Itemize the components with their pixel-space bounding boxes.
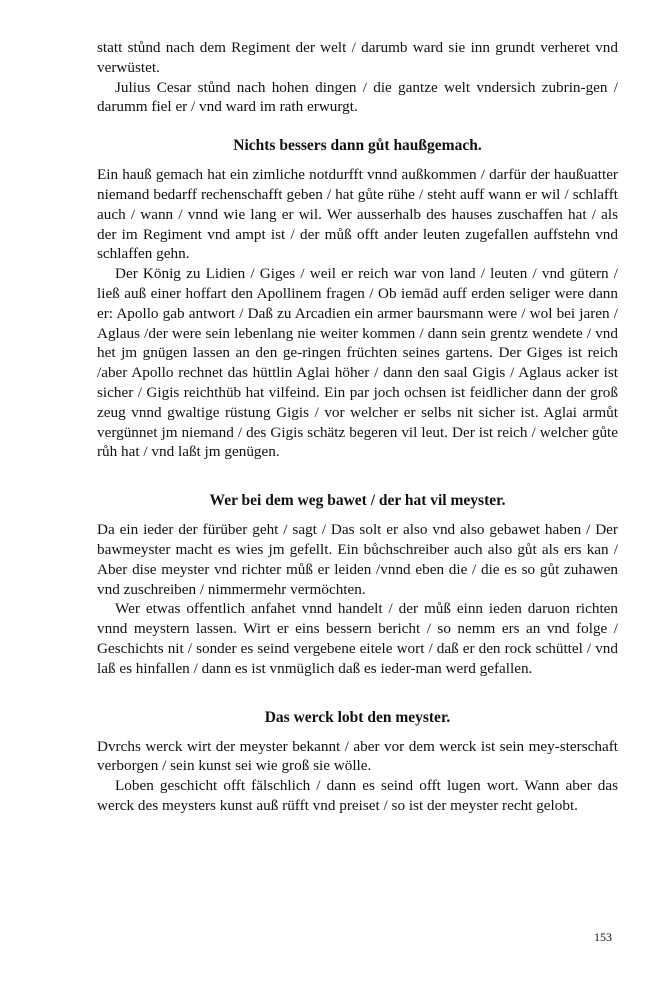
section-heading: Das werck lobt den meyster. <box>264 708 451 726</box>
paragraph: Der König zu Lidien / Giges / weil er reich war von land / leuten / vnd gütern / ließ auß einer hoffart den Apollinem fragen / Ob iemād auff erden seliger were dann er: Apollo gab antwort / Daß zu Arcadien ein armer baursmann were / wol bei jaren / Aglaus /der were sein lebenlang nie weiter kommen / dann sein grentz wendete / vnd het jm gnügen lassen an den ge-ringen früchten seines gartens. Der Giges ist reich /aber Apollo rechnet das hüttlin Aglai höher / dann den saal Gigis / Aglaus acker ist sicher / Gigis reichthüb hat vilfeind. Ein par joch ochsen ist feidlicher dann der groß zeug vnnd gwaltige rüstung Gigis / vor welcher er selbs nit sicher ist. Aglai armůt vergünnet jm niemand / des Gigis schätz begeren vil leut. Der ist reich / welcher gůte růh hat / vnd laßt jm genügen. <box>97 265 618 461</box>
paragraph: Loben geschicht offt fälschlich / dann es seind offt lugen wort. Wann aber das werck des meysters kunst auß rüfft vnd preiset / so ist der meyster recht gelobt. <box>97 777 618 814</box>
section-heading: Wer bei dem weg bawet / der hat vil meyster. <box>209 492 506 510</box>
paragraph: Da ein ieder der fürüber geht / sagt / Das solt er also vnd also gebawet haben / Der bawmeyster macht es wies jm gefellt. Ein bůchschreiber auch also gůt als ers kan / Aber dise meyster vnd richter můß er leiden /vnnd eben die / die es so gůt zuhawen vnd zuschreiben / nimmermehr vermöchten. <box>97 521 618 598</box>
paragraph: statt stůnd nach dem Regiment der welt / darumb ward sie inn grundt verheret vnd verwüstet. <box>97 39 618 76</box>
paragraph: Julius Cesar stůnd nach hohen dingen / die gantze welt vndersich zubrin-gen / darumm fiel er / vnd ward im rath erwurgt. <box>97 78 618 116</box>
page-number: 153 <box>594 930 612 944</box>
page-body <box>97 38 618 816</box>
paragraph: Ein hauß gemach hat ein zimliche notdurfft vnnd außkommen / darfür der haußuatter niemand bedarff rechenschafft geben / hat gůte rühe / steht auff wann er wil / schlafft auch / wann / vnnd wie lang er wil. Wer ausserhalb des hauses zuschaffen hat / als der im Regiment vnd ampt ist / der můß offt ander leuten zugefallen auffstehn vnd schlaffen gehn. <box>97 166 618 263</box>
paragraph: Wer etwas offentlich anfahet vnnd handelt / der můß einn ieden daruon richten vnnd meystern lassen. Wirt er eins bessern bericht / so nemm ers an vnd folge / Geschichts nit / sonder es seind vergebene eitele wort / daß er den rock schüttel / vnd laß es hinfallen / dann es ist vnmüglich daß es ieder-man werd gefallen. <box>97 600 618 677</box>
section-heading: Nichts bessers dann gůt haußgemach. <box>233 137 482 155</box>
paragraph: Dvrchs werck wirt der meyster bekannt / aber vor dem werck ist sein mey-sterschaft verborgen / sein kunst sei wie groß sie wölle. <box>97 737 618 775</box>
